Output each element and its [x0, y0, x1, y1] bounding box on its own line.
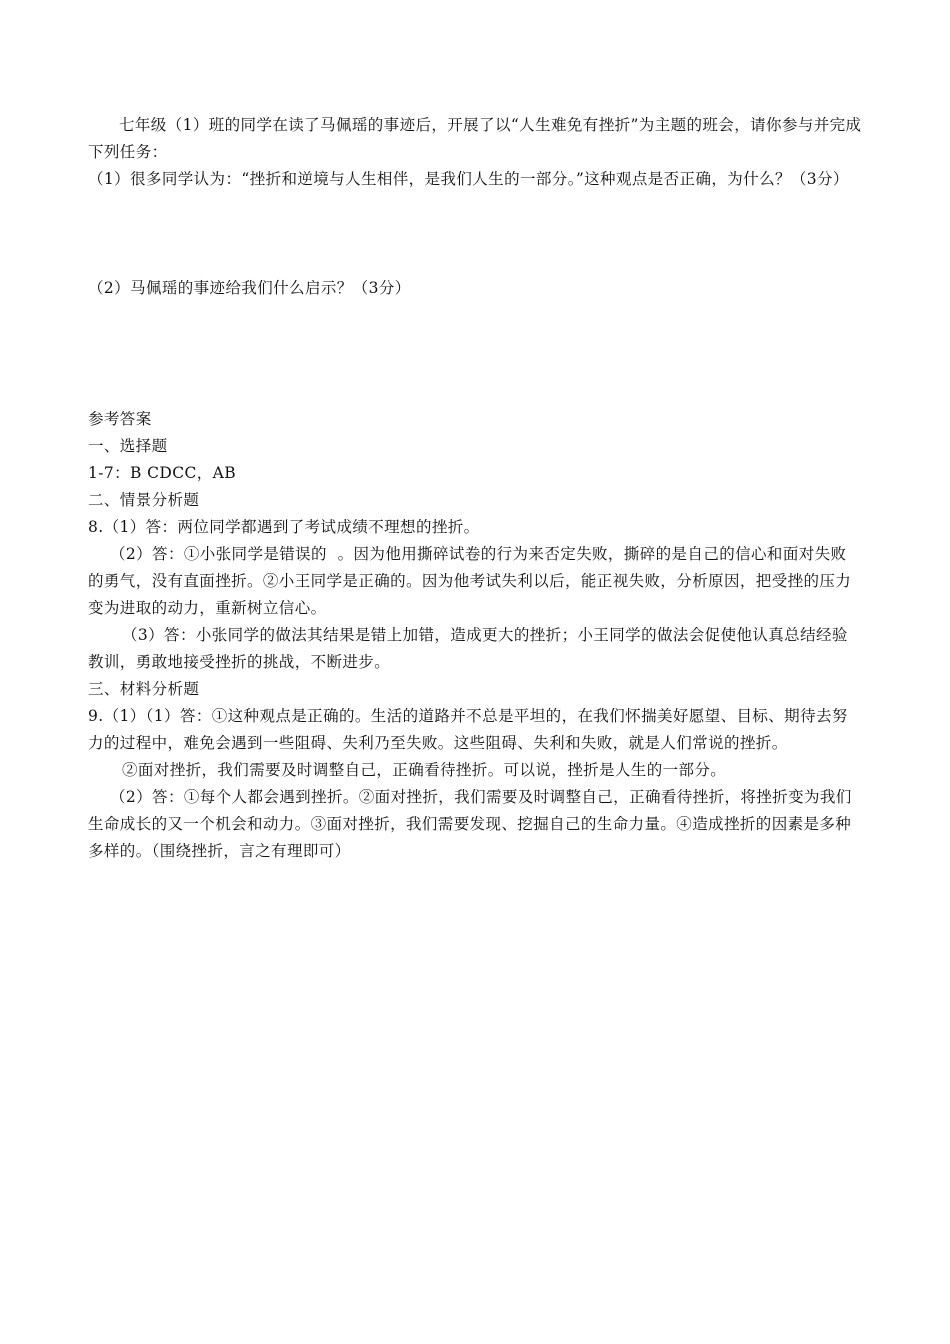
question-2: （2）马佩瑶的事迹给我们什么启示？（3分） — [88, 279, 411, 297]
section-1-answer: 1-7：B CDCC，AB — [88, 464, 237, 482]
question-1: （1）很多同学认为：“挫折和逆境与人生相伴，是我们人生的一部分。”这种观点是否正确，为什么？（3分） — [88, 170, 849, 188]
answer-9-1: 9.（1）（1）答：①这种观点是正确的。生活的道路并不总是平坦的，在我们怀揣美好愿望、目标、期待去努力的过程中，难免会遇到一些阻碍、失利乃至失败。这些阻碍、失利和失败，就是人们常说的挫折。 — [88, 707, 848, 752]
answer-9-2: （2）答：①每个人都会遇到挫折。②面对挫折，我们需要及时调整自己，正确看待挫折，将挫折变为我们生命成长的又一个机会和动力。③面对挫折，我们需要发现、挖掘自己的生命力量。④造成挫折的因素是多种多样的。（围绕挫折，言之有理即可） — [88, 788, 852, 860]
section-1-title: 一、选择题 — [88, 437, 168, 455]
answer-8-1: 8.（1）答：两位同学都遇到了考试成绩不理想的挫折。 — [88, 518, 480, 536]
answer-8-3: （3）答：小张同学的做法其结果是错上加错，造成更大的挫折；小王同学的做法会促使他认真总结经验教训，勇敢地接受挫折的挑战，不断进步。 — [88, 626, 848, 671]
section-3-title: 三、材料分析题 — [88, 680, 200, 698]
section-2-title: 二、情景分析题 — [88, 491, 200, 509]
document-page — [88, 112, 862, 865]
question-intro: 七年级（1）班的同学在读了马佩瑶的事迹后，开展了以“人生难免有挫折”为主题的班会，请你参与并完成下列任务： — [88, 116, 862, 161]
answers-heading: 参考答案 — [88, 410, 152, 428]
answer-9-1b: ②面对挫折，我们需要及时调整自己，正确看待挫折。可以说，挫折是人生的一部分。 — [122, 761, 727, 779]
answer-space-2 — [88, 302, 862, 406]
answer-space-1 — [88, 193, 862, 275]
answer-8-2: （2）答：①小张同学是错误的 。因为他用撕碎试卷的行为来否定失败，撕碎的是自己的信心和面对失败的勇气，没有直面挫折。②小王同学是正确的。因为他考试失利以后，能正视失败，分析原因，把受挫的压力变为进取的动力，重新树立信心。 — [88, 545, 852, 617]
